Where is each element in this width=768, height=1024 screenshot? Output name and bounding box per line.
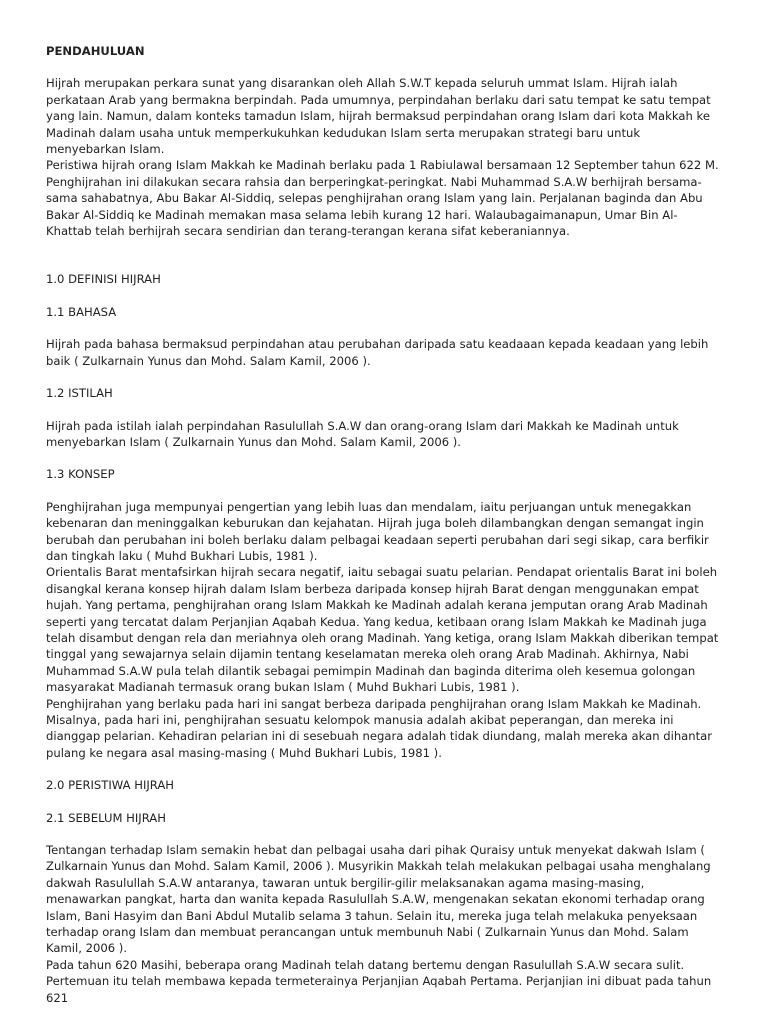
spacer [46,288,722,304]
document-title: PENDAHULUAN [46,44,145,58]
konsep-paragraph-3: Penghijrahan yang berlaku pada hari ini sangat berbeza daripada penghijrahan orang Islam Makkah ke Madinah. Misalnya, pada hari ini, penghijrahan sesuatu kelompok manusia adalah akibat peperangan, dan mereka ini dianggap pelarian. Kehadiran pelarian ini di sesebuah negara adalah tidak diundang, malah mereka akan dihantar pulang ke negara asal masing-masing ( Muhd Bukhari Lubis, 1981 ). [46,696,713,760]
section-heading-peristiwa: 2.0 PERISTIWA HIJRAH [46,778,175,793]
section-heading-istilah: 1.2 ISTILAH [46,386,113,401]
sebelum-paragraph-2: Pada tahun 620 Masihi, beberapa orang Madinah telah datang bertemu dengan Rasulullah S.A.W secara sulit. Pertemuan itu telah membawa kepada termeterainya Perjanjian Aqabah Pertama. Perjanjian ini dibuat pada tahun 621 [46,957,712,1005]
spacer [46,239,722,271]
spacer [46,369,722,385]
spacer [46,761,722,777]
spacer [46,320,722,336]
spacer [46,483,722,499]
section-heading-bahasa: 1.1 BAHASA [46,304,117,319]
bahasa-paragraph: Hijrah pada bahasa bermaksud perpindahan atau perubahan daripada satu keadaaan kepada keadaan yang lebih baik ( Zulkarnain Yunus dan Mohd. Salam Kamil, 2006 ). [46,337,709,368]
konsep-paragraph-2: Orientalis Barat mentafsirkan hijrah secara negatif, iaitu sebagai suatu pelarian. Pendapat orientalis Barat ini boleh disangkal kerana konsep hijrah dalam Islam berbeza daripada konsep hijrah Barat dengan menggunakan empat hujah. Yang pertama, penghijrahan orang Islam Makkah ke Madinah adalah kerana jemputan orang Arab Madinah seperti yang tercatat dalam Perjanjian Aqabah Kedua. Yang kedua, ketibaan orang Islam Makkah ke Madinah juga telah disambut dengan rela dan meriahnya oleh orang Madinah. Yang ketiga, orang Islam Makkah diberikan tempat tinggal yang sewajarnya selain dijamin tentang keselamatan mereka oleh orang Arab Madinah. Akhirnya, Nabi Muhammad S.A.W pula telah dilantik sebagai pemimpin Madinah dan baginda diterima oleh kesemua golongan masyarakat Madianah termasuk orang bukan Islam ( Muhd Bukhari Lubis, 1981 ). [46,565,719,695]
intro-paragraph-1: Hijrah merupakan perkara sunat yang disarankan oleh Allah S.W.T kepada seluruh ummat Islam. Hijrah ialah perkataan Arab yang bermakna berpindah. Pada umumnya, perpindahan berlaku dari satu tempat ke satu tempat yang lain. Namun, dalam konteks tamadun Islam, hijrah bermaksud perpindahan orang Islam dari kota Makkah ke Madinah dalam usaha untuk memperkukuhkan kedudukan Islam serta merupakan strategi baru untuk menyebarkan Islam. [46,76,711,157]
konsep-paragraph-1: Penghijrahan juga mempunyai pengertian yang lebih luas dan mendalam, iaitu perjuangan untuk menegakkan kebenaran dan meninggalkan keburukan dan kejahatan. Hijrah juga boleh dilambangkan dengan semangat ingin berubah dan perubahan ini boleh berlaku dalam pelbagai keadaan seperti perubahan dari segi sikap, cara berfikir dan tingkah laku ( Muhd Bukhari Lubis, 1981 ). [46,499,709,563]
spacer [46,450,722,466]
document-page [46,43,722,1006]
section-heading-definisi: 1.0 DEFINISI HIJRAH [46,272,161,287]
spacer [46,794,722,810]
intro-paragraph-2: Peristiwa hijrah orang Islam Makkah ke Madinah berlaku pada 1 Rabiulawal bersamaan 12 September tahun 622 M. Penghijrahan ini dilakukan secara rahsia dan berperingkat-peringkat. Nabi Muhammad S.A.W berhijrah bersama-sama sahabatnya, Abu Bakar Al-Siddiq, selepas penghijrahan orang Islam yang lain. Perjalanan baginda dan Abu Bakar Al-Siddiq ke Madinah memakan masa selama lebih kurang 12 hari. Walaubagaimanapun, Umar Bin Al-Khattab telah berhijrah secara sendirian dan terang-terangan kerana sifat keberaniannya. [46,158,719,239]
section-heading-sebelum: 2.1 SEBELUM HIJRAH [46,810,166,825]
istilah-paragraph: Hijrah pada istilah ialah perpindahan Rasulullah S.A.W dan orang-orang Islam dari Makkah ke Madinah untuk menyebarkan Islam ( Zulkarnain Yunus dan Mohd. Salam Kamil, 2006 ). [46,418,679,449]
spacer [46,402,722,418]
spacer [46,826,722,842]
sebelum-paragraph-1: Tentangan terhadap Islam semakin hebat dan pelbagai usaha dari pihak Quraisy untuk menyekat dakwah Islam ( Zulkarnain Yunus dan Mohd. Salam Kamil, 2006 ). Musyrikin Makkah telah melakukan pelbagai usaha menghalang dakwah Rasulullah S.A.W antaranya, tawaran untuk bergilir-gilir melaksanakan agama masing-masing, menawarkan pangkat, harta dan wanita kepada Rasulullah S.A.W, mengenakan sekatan ekonomi terhadap orang Islam, Bani Hasyim dan Bani Abdul Mutalib selama 3 tahun. Selain itu, mereka juga telah melakuka penyeksaan terhadap orang Islam dan membuat perancangan untuk membunuh Nabi ( Zulkarnain Yunus dan Mohd. Salam Kamil, 2006 ). [46,843,711,956]
section-heading-konsep: 1.3 KONSEP [46,467,115,482]
